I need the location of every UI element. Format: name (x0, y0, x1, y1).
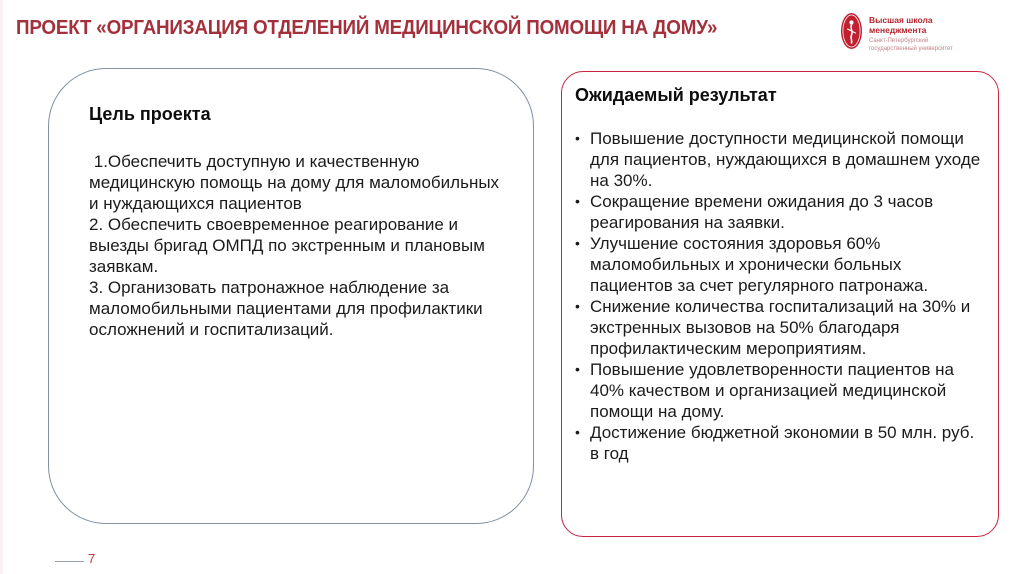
result-bullet: • Улучшение состояния здоровья 60% маломобильных и хронически больных пациентов за счет регулярного патронажа. (575, 234, 929, 295)
logo-text (869, 13, 953, 54)
result-bullet: • Снижение количества госпитализаций на 30% и экстренных вызовов на 50% благодаря профилактическим мероприятиям. (575, 297, 971, 358)
university-logo (841, 13, 953, 54)
bullet-dot-icon: • (575, 193, 580, 209)
bullet-dot-icon: • (575, 298, 580, 314)
logo-name-line1: Высшая школа (869, 15, 933, 25)
left-edge-strip (0, 0, 3, 574)
result-bullet: • Достижение бюджетной экономии в 50 млн. руб. в год (575, 423, 975, 463)
bullet-dot-icon: • (575, 235, 580, 251)
expected-result-box (561, 71, 999, 537)
bullet-dot-icon: • (575, 130, 580, 146)
result-bullet: • Повышение доступности медицинской помощи для пациентов, нуждающихся в домашнем уходе на 30%. (575, 129, 981, 190)
page-number: 7 (88, 551, 96, 566)
logo-name-line2: менеджмента (869, 25, 927, 36)
result-box-heading: Ожидаемый результат (575, 85, 777, 105)
goal-box-body (89, 151, 509, 340)
gsom-emblem-icon (841, 13, 862, 54)
goal-box-heading: Цель проекта (89, 104, 211, 124)
logo-sub-line2: государственный университет (869, 46, 953, 53)
goal-item-1: 1.Обеспечить доступную и качественную медицинскую помощь на дому для маломобильных и нуждающихся пациентов (89, 152, 504, 213)
result-bullet: • Сокращение времени ожидания до 3 часов реагирования на заявки. (575, 192, 934, 232)
result-bullet-list (575, 128, 984, 464)
result-bullet: • Повышение удовлетворенности пациентов на 40% качеством и организацией медицинской помощи на дому. (575, 360, 954, 421)
goal-item-2: 2. Обеспечить своевременное реагирование и выезды бригад ОМПД по экстренным и плановым заявкам. (89, 215, 490, 276)
goal-item-3: 3. Организовать патронажное наблюдение за маломобильными пациентами для профилактики осложнений и госпитализаций. (89, 278, 488, 339)
slide-title: ПРОЕКТ «ОРГАНИЗАЦИЯ ОТДЕЛЕНИЙ МЕДИЦИНСКОЙ ПОМОЩИ НА ДОМУ» (16, 17, 718, 39)
footer-divider-line (55, 561, 84, 562)
project-goal-box (48, 68, 534, 524)
bullet-dot-icon: • (575, 361, 580, 377)
bullet-dot-icon: • (575, 424, 580, 440)
logo-sub-line1: Санкт-Петербургский (869, 38, 929, 45)
